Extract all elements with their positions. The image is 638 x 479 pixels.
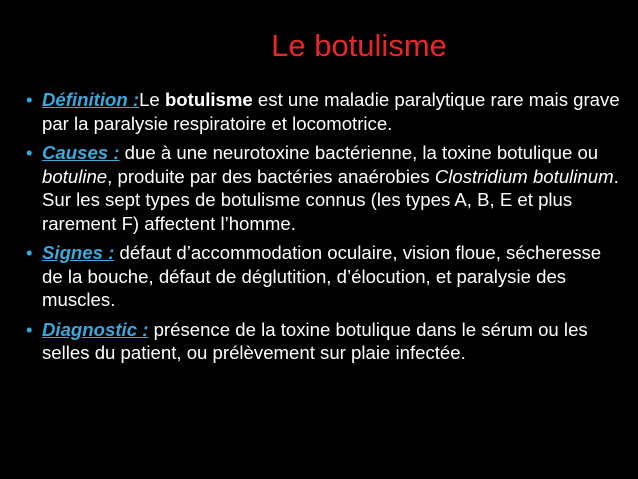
bullet-text: présence de la toxine botulique dans le sérum ou les selles du patient, ou prélèvement sur plaie infectée. — [42, 318, 588, 363]
bullet-text: est une maladie paralytique rare mais grave par la paralysie respiratoire et locomotrice. — [42, 89, 620, 134]
bullet-signes — [26, 241, 626, 312]
bullet-label-signes: Signes : — [42, 242, 115, 263]
bullet-text: , produite par des bactéries anaérobies — [107, 165, 435, 187]
bullet-label-diagnostic: Diagnostic : — [42, 318, 149, 340]
bullet-diagnostic — [26, 318, 626, 365]
bullet-text-bold: botulisme — [164, 89, 253, 110]
bullet-label-causes: Causes : — [42, 142, 120, 163]
bullet-causes — [26, 141, 626, 235]
bullet-icon: • — [26, 318, 33, 340]
bullet-text: Le — [139, 89, 165, 110]
bullet-list — [26, 88, 626, 371]
slide-title: Le botulisme — [271, 28, 447, 63]
bullet-text: . Sur les sept types de botulisme connus (les types A, B, E et plus rarement F) affectent l’homme. — [42, 165, 619, 234]
bullet-label-definition: Définition : — [42, 89, 140, 110]
bullet-text: défaut d’accommodation oculaire, vision floue, sécheresse de la bouche, défaut de déglutition, d’élocution, et paralysie des muscles. — [42, 242, 602, 310]
bullet-text: due à une neurotoxine bactérienne, la toxine botulique ou — [119, 142, 599, 163]
bullet-text-italic: Clostridium botulinum — [434, 165, 614, 187]
bullet-text-italic: botuline — [42, 165, 108, 187]
bullet-icon: • — [26, 142, 33, 163]
bullet-icon: • — [26, 89, 33, 110]
bullet-definition — [26, 88, 626, 135]
bullet-icon: • — [26, 242, 33, 263]
